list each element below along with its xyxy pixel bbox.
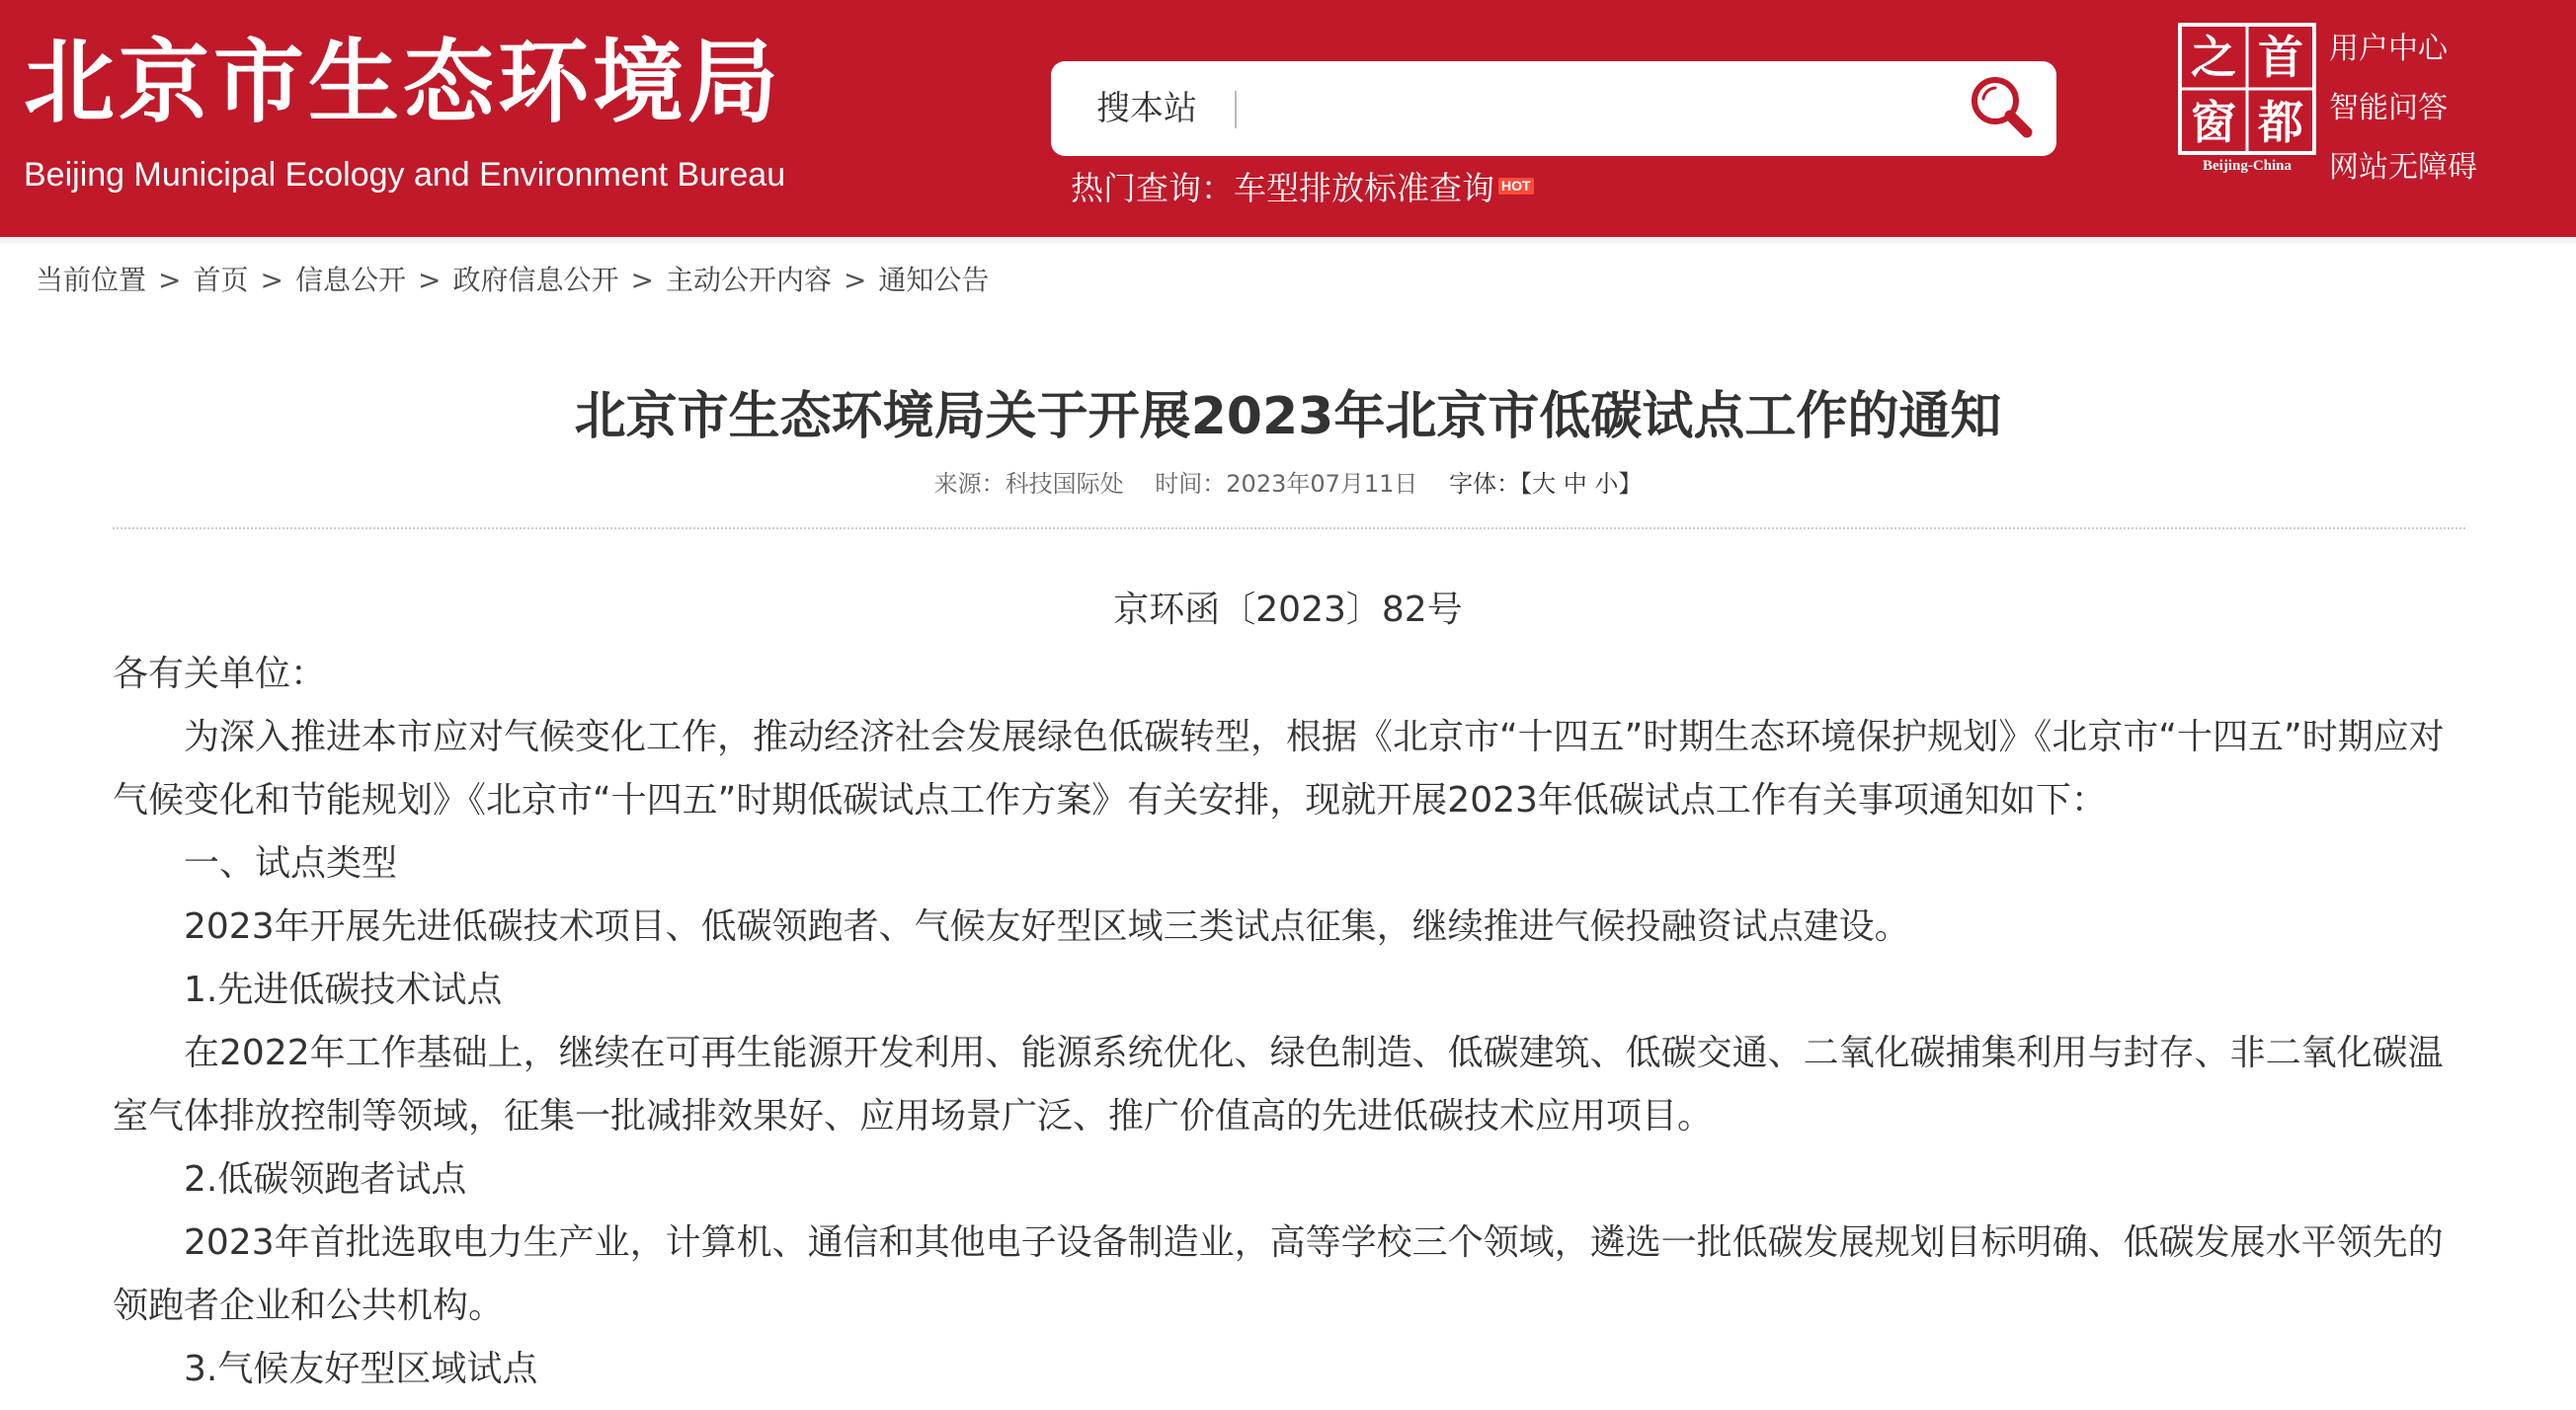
breadcrumb-gov-info[interactable]: 政府信息公开 (452, 264, 619, 296)
site-subtitle: Beijing Municipal Ecology and Environment Bureau (24, 156, 786, 194)
breadcrumb-notices[interactable]: 通知公告 (878, 264, 990, 296)
subheading-climate-friendly: 3.气候友好型区域试点 (184, 1349, 538, 1389)
logo-caption: Beijing-China (2202, 158, 2293, 174)
breadcrumb-separator: > (260, 264, 283, 296)
font-size-control (1449, 470, 1642, 498)
hot-search-row (1071, 168, 1534, 209)
search-input[interactable] (1248, 79, 1983, 140)
font-size-small[interactable]: 小 (1594, 470, 1619, 498)
search-box (1051, 61, 2056, 156)
article-meta (0, 464, 2576, 504)
smart-qa-link[interactable]: 智能问答 (2329, 91, 2448, 125)
logo-char-zhi: 之 (2191, 31, 2236, 84)
subheading-leaders: 2.低碳领跑者试点 (184, 1159, 467, 1200)
title-divider (113, 527, 2465, 529)
capital-window-logo[interactable] (2177, 22, 2317, 174)
article-source: 来源：科技国际处 (933, 470, 1124, 498)
search-divider (1235, 91, 1237, 128)
font-size-medium[interactable]: 中 (1563, 470, 1587, 498)
user-center-link[interactable]: 用户中心 (2329, 32, 2448, 66)
logo-char-chuang: 窗 (2191, 96, 2236, 149)
breadcrumb-separator: > (630, 264, 654, 296)
search-scope-label[interactable]: 搜本站 (1096, 89, 1197, 128)
breadcrumb (36, 259, 989, 302)
site-title[interactable]: 北京市生态环境局 (24, 30, 783, 135)
breadcrumb-separator: > (843, 264, 867, 296)
magnifier-icon[interactable] (1962, 69, 2041, 148)
document-number: 京环函〔2023〕82号 (1113, 589, 1463, 630)
paragraph-overview: 2023年开展先进低碳技术项目、低碳领跑者、气候友好型区域三类试点征集，继续推进气候投融资试点建设。 (184, 906, 1910, 947)
quick-links (2329, 20, 2477, 197)
logo-char-du: 都 (2258, 96, 2303, 149)
site-header (0, 0, 2576, 237)
logo-char-shou: 首 (2258, 31, 2303, 84)
greeting: 各有关单位： (113, 654, 327, 694)
breadcrumb-proactive[interactable]: 主动公开内容 (665, 264, 832, 296)
breadcrumb-info-disclosure[interactable]: 信息公开 (294, 264, 406, 296)
font-size-bracket-close: 】 (1618, 470, 1643, 498)
hot-search-link[interactable]: 车型排放标准查询 (1234, 169, 1494, 207)
font-size-label: 字体： (1449, 470, 1521, 498)
article-time: 时间：2023年07月11日 (1155, 470, 1418, 498)
paragraph-intro: 为深入推进本市应对气候变化工作，推动经济社会发展绿色低碳转型，根据《北京市“十四五”时期生态环境保护规划》《北京市“十四五”时期应对气候变化和节能规划》《北京市“十四五”时期低碳试点工作方案》有关安排，现就开展2023年低碳试点工作有关事项通知如下： (113, 717, 2445, 821)
breadcrumb-label: 当前位置 (36, 264, 147, 296)
breadcrumb-separator: > (158, 264, 182, 296)
accessibility-link[interactable]: 网站无障碍 (2329, 150, 2477, 185)
section-heading-pilot-types: 一、试点类型 (184, 843, 398, 884)
paragraph-leaders: 2023年首批选取电力生产业，计算机、通信和其他电子设备制造业，高等学校三个领域，遴选一批低碳发展规划目标明确、低碳发展水平领先的领跑者企业和公共机构。 (113, 1222, 2444, 1326)
subheading-advanced-tech: 1.先进低碳技术试点 (184, 970, 503, 1010)
breadcrumb-home[interactable]: 首页 (193, 264, 249, 296)
paragraph-advanced-tech: 在2022年工作基础上，继续在可再生能源开发利用、能源系统优化、绿色制造、低碳建筑、低碳交通、二氧化碳捕集利用与封存、非二氧化碳温室气体排放控制等领域，征集一批减排效果好、应用场景广泛、推广价值高的先进低碳技术应用项目。 (113, 1033, 2444, 1136)
font-size-large[interactable]: 大 (1532, 470, 1557, 498)
hot-search-label: 热门查询： (1071, 169, 1234, 207)
article-title: 北京市生态环境局关于开展2023年北京市低碳试点工作的通知 (574, 387, 2002, 446)
hot-badge: HOT (1498, 178, 1534, 195)
header-gap (0, 237, 2576, 243)
font-size-bracket-open: 【 (1520, 470, 1533, 498)
breadcrumb-separator: > (417, 264, 442, 296)
